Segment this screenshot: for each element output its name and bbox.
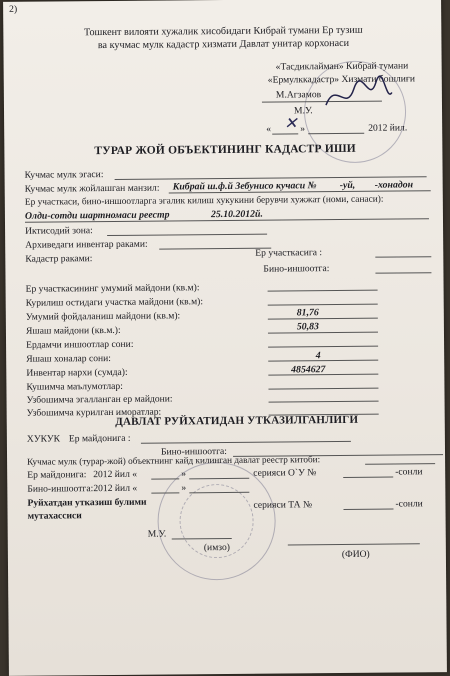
rights-doc-date: 25.10.2012й. [210,208,263,221]
inventory-price-label: Инвентар нархи (сумда): [26,366,128,379]
land-count-suffix: -сонли [395,466,423,478]
building-count-suffix: -сонли [395,498,423,510]
additional-info-label: Кушимча маълумотлар: [26,380,123,393]
building-line [375,272,431,273]
land-plot-label: Ер участкасига : [255,247,323,259]
rights-doc-label: Ер участкаси, бино-иншоотларга эгалик килиш хукукини берувчи хужжат (номи, санаси): [24,194,384,208]
rights-doc-value: Олди-сотди шартномаси реестр [24,209,170,222]
additional-info-line [268,388,378,390]
approval-line-2: «Ермулккадастр» Хизмати бошлиғи [267,73,416,86]
total-used-area-label: Умумий фойдаланиш майдони (кв.м): [25,310,181,323]
address-apartment: -хонадон [374,179,414,191]
land-number-line [343,477,393,478]
building-label: Бино-иншоотга: [263,263,330,275]
building-series: серияси ТА № [253,499,313,511]
land-year-prefix: 2012 йил « [93,468,138,481]
address-house: -уй, [339,179,356,191]
economic-zone-label: Иктисодий зона: [25,225,93,237]
issuer-line-2: ва кучмас мулк кадастр хизмати Давлат унитар корхонаси [97,37,350,52]
fio-caption: (ФИО) [341,548,370,560]
land-date-close: » [181,468,187,480]
approval-day-handwritten: ✕ [284,115,298,133]
right-land-label: Ер майдонига : [68,432,131,445]
land-date-label: Ер майдонига: [27,469,87,481]
building-date-label: Бино-иншоотга: [27,483,94,495]
address-label: Кучмас мулк жойлашган манзил: [24,182,160,195]
approval-signature [324,75,394,116]
approval-date-open: « [266,123,272,135]
total-plot-area-label: Ер участкасининг умумий майдони (кв.м): [25,282,200,295]
right-land-line [141,441,351,444]
approval-line-1: «Тасдиклайман» Кибрай тумани [275,60,409,73]
total-plot-area-line [268,290,378,292]
inventory-price-value: 4854627 [291,364,326,376]
right-building-label: Бино-иншоотга: [160,445,228,458]
land-plot-line [375,256,431,257]
corner-number: 2) [9,3,18,15]
unauthorized-land-label: Узбошимча эгалланган ер майдони: [26,393,173,406]
cadastre-no-label: Кадастр раками: [25,253,93,265]
approval-year: 2012 йил. [368,122,408,134]
registrar-fio-line [288,543,420,545]
approval-date-close: » [300,123,306,135]
archive-no-label: Архиведаги инвентар раками: [25,238,148,251]
rooms-label: Яшаш хоналар сони: [26,352,111,365]
total-used-area-value: 81,76 [296,307,319,319]
approval-name: М.Агзамов [275,89,322,101]
living-area-line [268,332,378,334]
document-title: ТУРАР ЖОЙ ОБЪЕКТИНИНГ КАДАСТР ИШИ [94,142,356,158]
registrar-label-2: мутахассиси [27,510,82,522]
registration-heading: ДАВЛАТ РУЙХАТИДАН УТКАЗИЛГАНЛИГИ [115,413,359,428]
building-date-close: » [181,482,187,494]
inventory-price-line [268,374,378,376]
auxiliary-structures-line [268,346,378,348]
unauthorized-land-line [269,401,379,403]
registry-line [365,463,435,465]
land-series: серияси О`У № [253,467,317,479]
right-label: ХУКУК [26,433,61,445]
signature-caption: (имзо) [203,541,231,554]
registry-label: Кучмас мулк (турар-жой) объектнинг кайд килинган давлат реестр китоби: [27,454,321,467]
issuer-line-1: Тошкент вилояти хужалик хисобидаги Кибрай тумани Ер тузиш [83,24,363,39]
built-area-label: Курилиш остидаги участка майдони (кв.м): [25,296,204,309]
approval-mu: М.У. [293,105,313,117]
auxiliary-structures-label: Ердамчи иншоотлар сони: [26,338,134,351]
certificate-sheet [3,0,447,676]
rooms-line [268,360,378,362]
building-year-prefix: 2012 йил « [93,482,138,495]
unauthorized-built-label: Узбошимча курилган иморатлар: [26,406,162,419]
built-area-line [268,304,378,306]
registrar-mu: М.У. [147,528,167,540]
registrar-label-1: Руйхатдан утказиш булими [27,496,147,509]
economic-zone-line [107,234,267,236]
living-area-label: Яшаш майдони (кв.м.): [25,324,121,337]
approval-day-line [272,133,298,134]
rooms-value: 4 [315,350,321,362]
building-number-line [344,509,394,510]
living-area-value: 50,83 [296,321,319,333]
owner-label: Кучмас мулк эгаси: [24,169,104,181]
total-used-area-line [268,318,378,320]
address-value: Кибрай ш.ф.й Зебунисо кучаси № [172,180,317,193]
